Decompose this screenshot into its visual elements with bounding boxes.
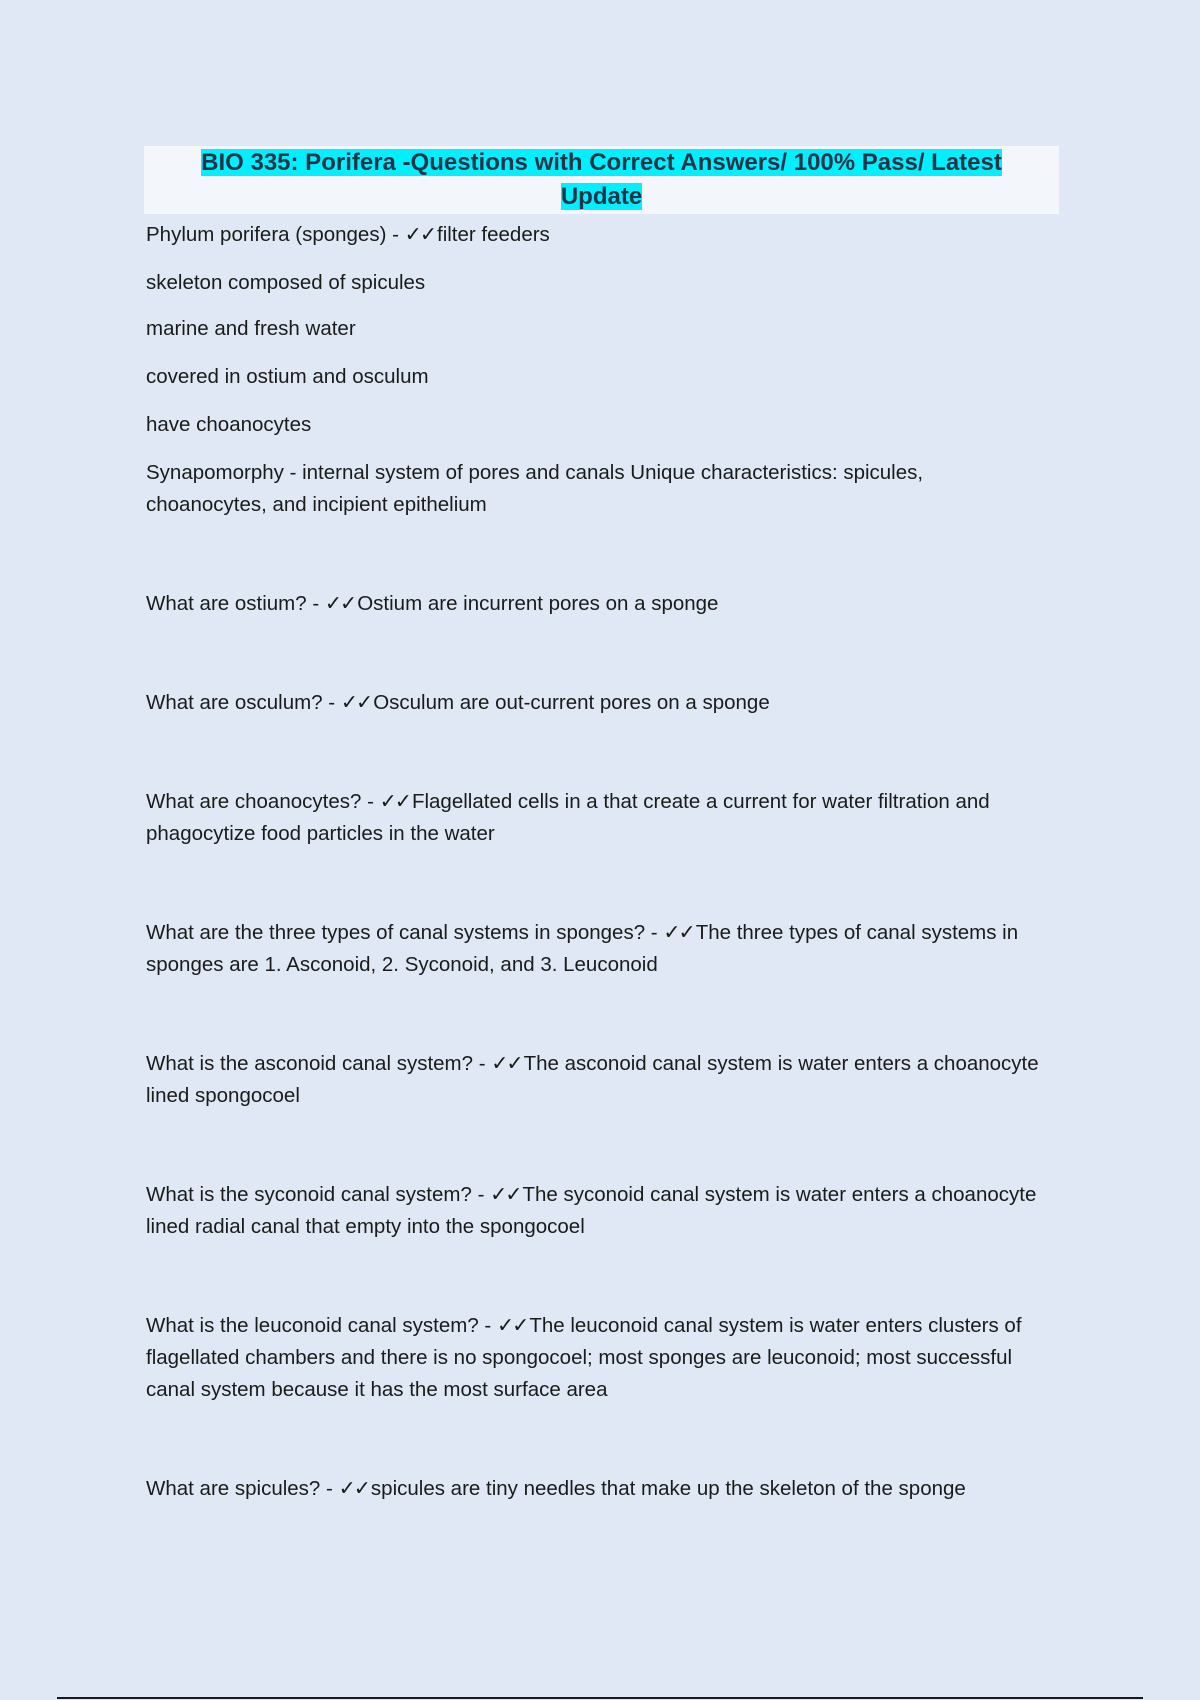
question-text: What are the three types of canal systems in sponges? - xyxy=(146,921,664,944)
checkmark-icon: ✓✓ xyxy=(490,1182,521,1206)
intro-detail-line: covered in ostium and osculum xyxy=(146,365,429,388)
checkmark-icon: ✓✓ xyxy=(496,1313,528,1337)
qa-item xyxy=(146,1178,1046,1243)
qa-item xyxy=(146,1472,1046,1505)
answer-text: The three types of canal systems in sponges are 1. Asconoid, 2. Syconoid, and 3. Leuconoid xyxy=(146,921,1019,976)
answer-text: spicules are tiny needles that make up the skeleton of the sponge xyxy=(370,1477,966,1500)
intro-term: Phylum porifera (sponges) - xyxy=(146,223,405,246)
question-text: What is the syconoid canal system? - xyxy=(146,1183,491,1206)
question-text: What are osculum? - xyxy=(146,691,341,714)
qa-item xyxy=(146,1309,1046,1406)
question-text: What is the asconoid canal system? - xyxy=(146,1052,492,1075)
question-text: What are spicules? - xyxy=(146,1477,339,1500)
checkmark-icon: ✓✓ xyxy=(491,1051,522,1075)
checkmark-icon: ✓✓ xyxy=(338,1476,369,1500)
answer-text: The asconoid canal system is water enters a choanocyte lined spongocoel xyxy=(146,1052,1039,1107)
answer-text: Ostium are incurrent pores on a sponge xyxy=(357,592,719,615)
question-text: What is the leuconoid canal system? - xyxy=(146,1314,497,1337)
answer-text: Flagellated cells in a that create a current for water filtration and phagocytize food particles in the water xyxy=(146,790,990,845)
title-box xyxy=(144,146,1059,214)
qa-item xyxy=(146,916,1046,981)
answer-text: The leuconoid canal system is water enters clusters of flagellated chambers and there is no spongocoel; most sponges are leuconoid; most successful canal system because it has the most surface area xyxy=(146,1314,1022,1401)
checkmark-icon: ✓✓ xyxy=(404,222,435,246)
document-body xyxy=(146,218,1046,1505)
synapomorphy-line: Synapomorphy - internal system of pores and canals Unique characteristics: spicules, choanocytes, and incipient epithelium xyxy=(146,461,924,516)
footer-divider xyxy=(57,1697,1143,1699)
qa-item xyxy=(146,587,1046,620)
answer-text: Osculum are out-current pores on a sponge xyxy=(373,691,770,714)
intro-detail-line: skeleton composed of spicules xyxy=(146,271,426,294)
intro-line xyxy=(146,218,1046,251)
question-text: What are choanocytes? - xyxy=(146,790,380,813)
qa-item xyxy=(146,686,1046,719)
document-title: BIO 335: Porifera -Questions with Correct Answers/ 100% Pass/ Latest Update xyxy=(201,149,1002,210)
answer-text: The syconoid canal system is water enters a choanocyte lined radial canal that empty into the spongocoel xyxy=(146,1183,1037,1238)
intro-detail-line: have choanocytes xyxy=(146,413,312,436)
checkmark-icon: ✓✓ xyxy=(340,690,372,714)
intro-answer: filter feeders xyxy=(437,223,550,246)
checkmark-icon: ✓✓ xyxy=(324,591,356,615)
qa-item xyxy=(146,785,1046,850)
checkmark-icon: ✓✓ xyxy=(379,789,410,813)
checkmark-icon: ✓✓ xyxy=(663,920,694,944)
qa-item xyxy=(146,1047,1046,1112)
question-text: What are ostium? - xyxy=(146,592,325,615)
intro-detail-line: marine and fresh water xyxy=(146,317,356,340)
